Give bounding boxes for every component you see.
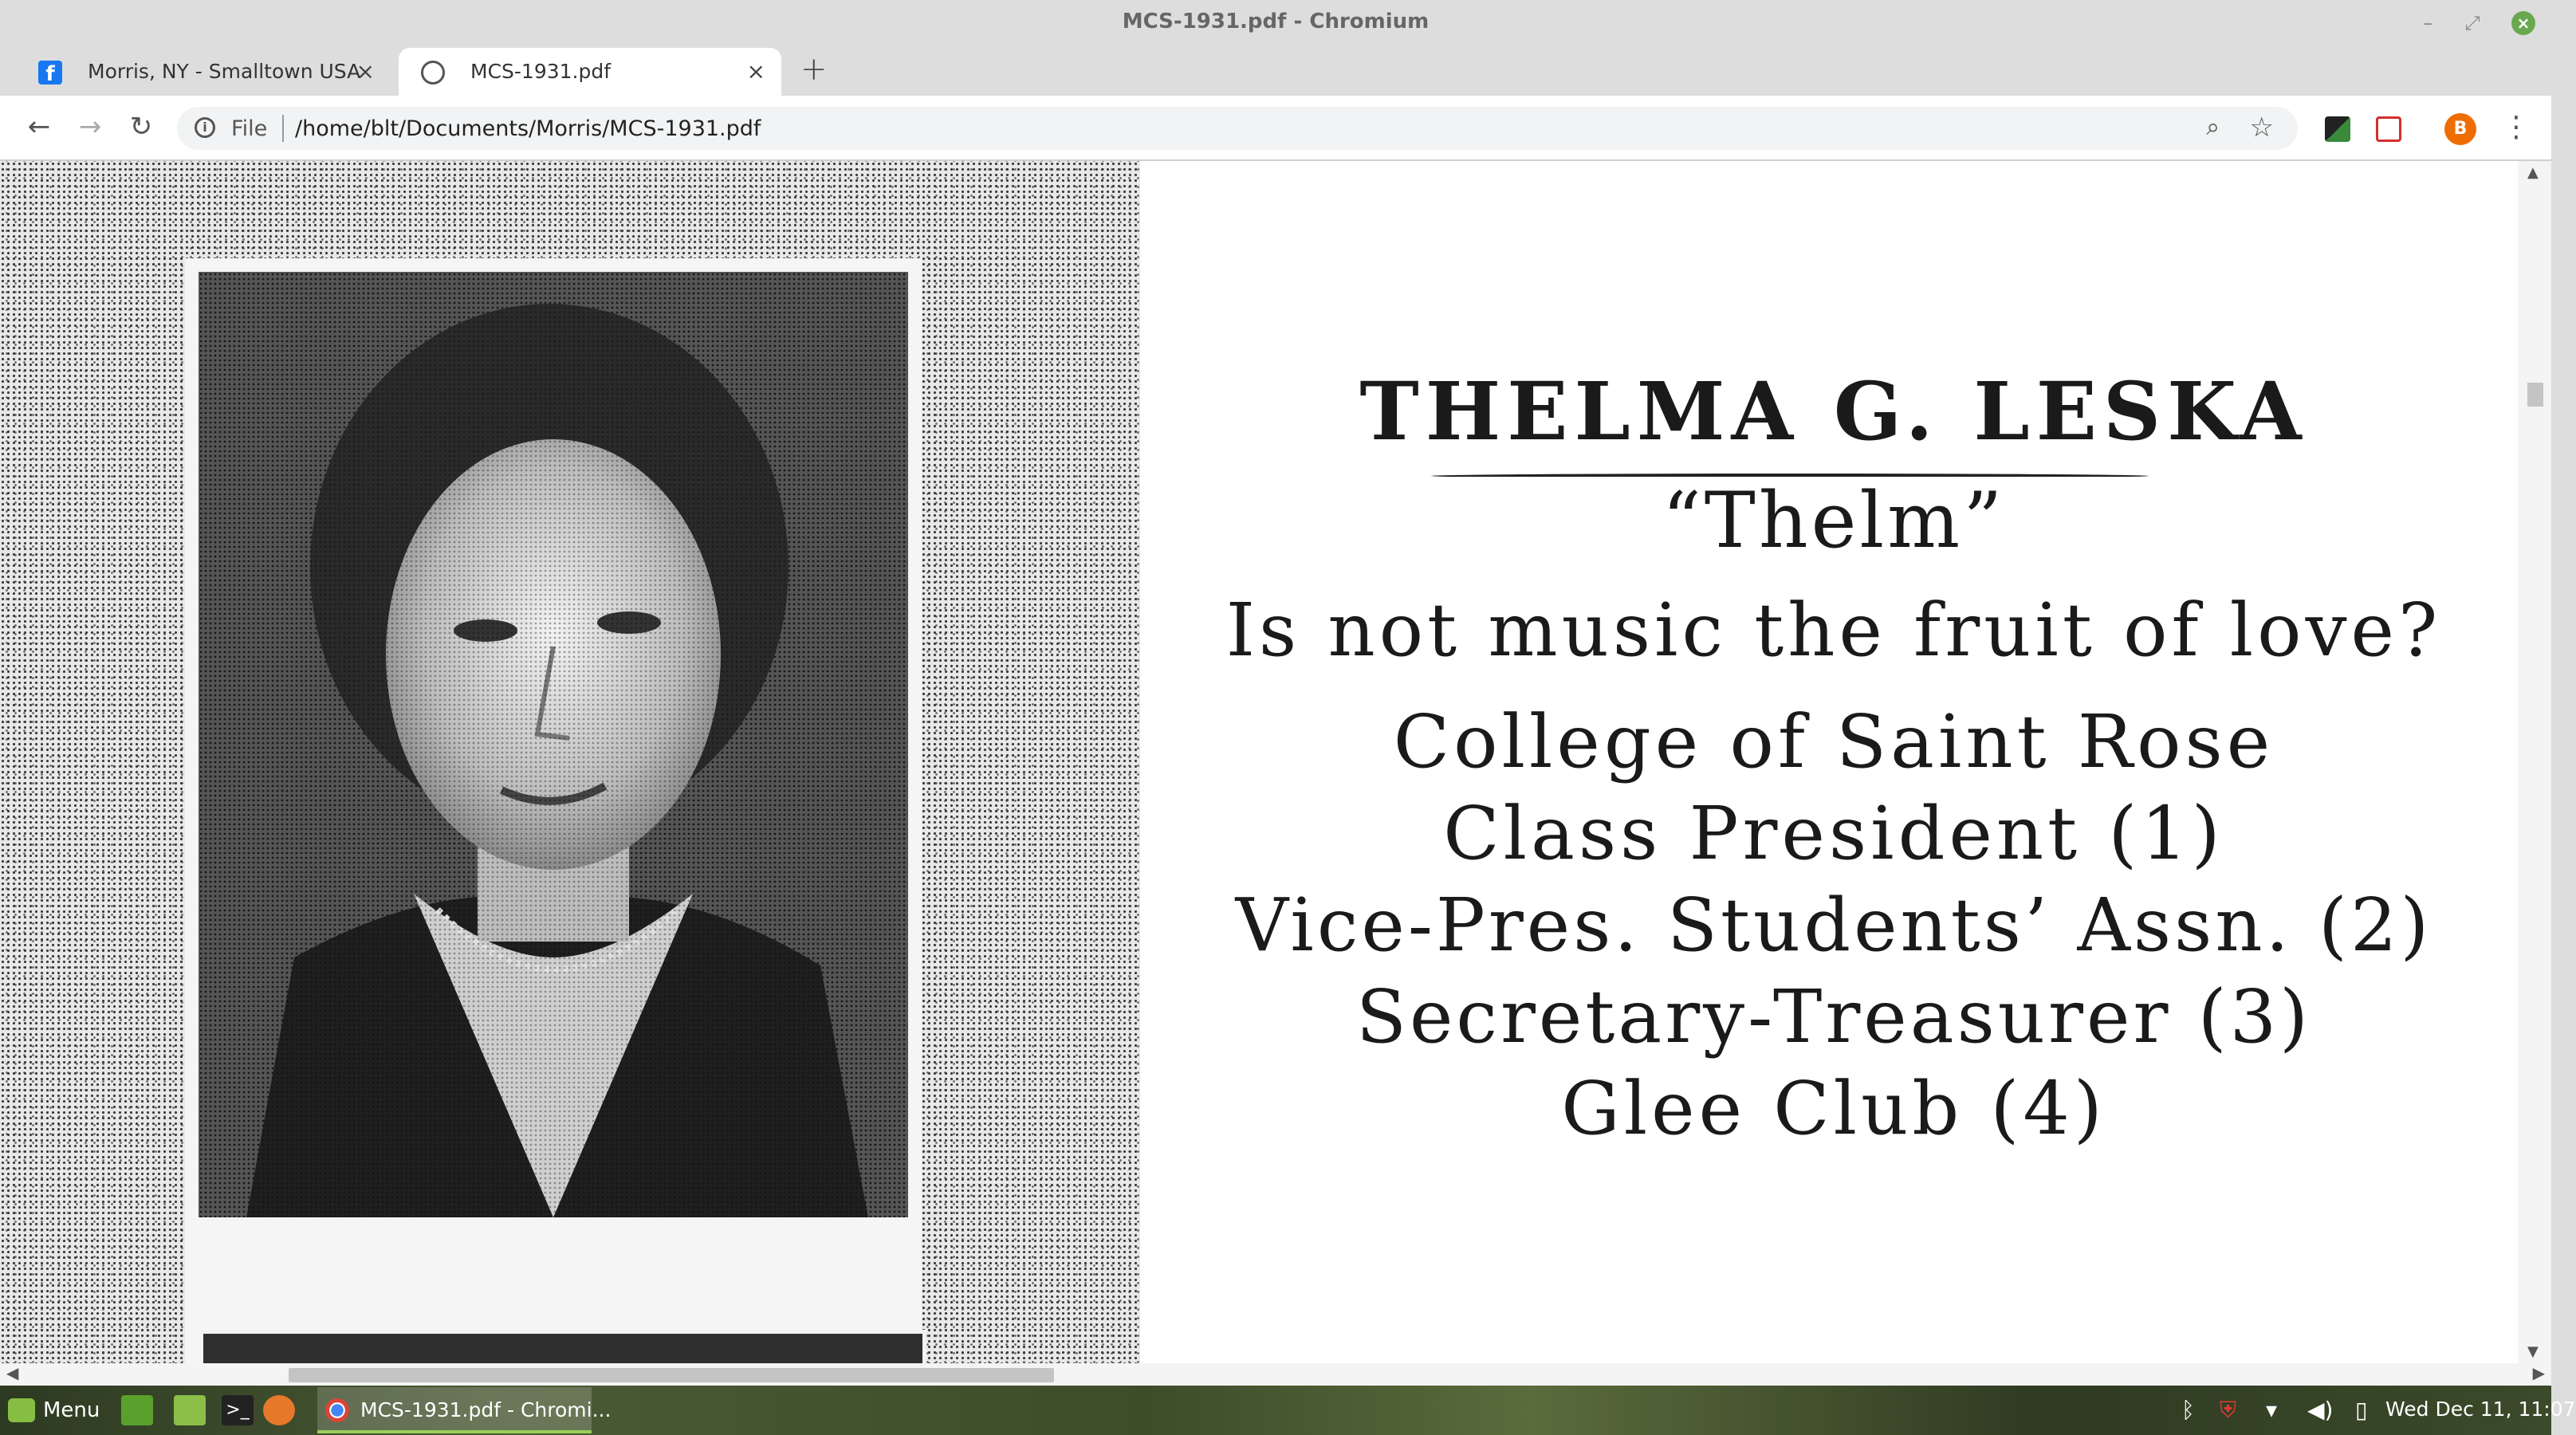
zoom-icon[interactable]: ⌕ <box>2206 113 2220 141</box>
student-motto: Is not music the fruit of love? <box>1225 588 2442 673</box>
new-tab-button[interactable]: + <box>800 51 828 88</box>
url-text[interactable]: /home/blt/Documents/Morris/MCS-1931.pdf <box>295 116 761 141</box>
taskbar-window-label: MCS-1931.pdf - Chromi... <box>360 1398 612 1421</box>
firefox-icon[interactable] <box>263 1395 295 1425</box>
activity-line: Secretary-Treasurer (3) <box>1355 974 2312 1060</box>
horizontal-scrollbar[interactable] <box>0 1363 2551 1386</box>
bluetooth-icon[interactable]: ᛒ <box>2181 1397 2195 1423</box>
taskbar-window-chromium[interactable] <box>317 1387 612 1433</box>
close-window-icon[interactable]: × <box>2511 11 2535 35</box>
clock[interactable]: Wed Dec 11, 11:07 <box>2385 1398 2576 1421</box>
globe-icon <box>421 61 445 85</box>
maximize-icon[interactable]: ⤢ <box>2464 12 2480 34</box>
yearbook-text <box>1148 161 2519 1363</box>
wifi-icon[interactable]: ▾ <box>2266 1397 2278 1423</box>
activity-line: Vice-Pres. Students’ Assn. (2) <box>1235 883 2432 968</box>
divider <box>282 115 284 142</box>
window-title: MCS-1931.pdf - Chromium <box>1122 10 1430 33</box>
scroll-left-arrow-icon[interactable]: ◀ <box>6 1363 19 1382</box>
pdf-viewer <box>0 161 2551 1363</box>
shield-icon[interactable]: ⛨ <box>2220 1397 2237 1423</box>
reload-button[interactable]: ↻ <box>129 111 153 143</box>
tab-label: MCS-1931.pdf <box>470 60 612 83</box>
vertical-scrollbar[interactable] <box>2518 161 2551 1363</box>
tab-morris-facebook[interactable] <box>16 48 391 96</box>
tab-label: Morris, NY - Smalltown USA <box>88 60 361 83</box>
halftone-border-image <box>0 161 1140 1363</box>
tab-strip <box>0 48 2551 96</box>
volume-icon[interactable]: ◀) <box>2307 1397 2334 1423</box>
menu-kebab-icon[interactable]: ⋮ <box>2502 111 2531 144</box>
horizontal-scroll-thumb[interactable] <box>289 1368 1054 1382</box>
bookmark-star-icon[interactable]: ☆ <box>2249 112 2274 144</box>
profile-avatar[interactable]: B <box>2444 113 2476 145</box>
tab-close-icon[interactable]: × <box>356 58 375 85</box>
extension-pdf-icon[interactable] <box>2376 116 2401 142</box>
student-name: THELMA G. LESKA <box>1359 364 2308 458</box>
start-menu-button[interactable] <box>8 1394 100 1427</box>
file-manager-icon[interactable] <box>174 1395 206 1425</box>
activity-line: Glee Club (4) <box>1561 1066 2106 1151</box>
facebook-icon: f <box>38 61 62 85</box>
browser-toolbar <box>0 96 2551 161</box>
scroll-down-arrow-icon[interactable]: ▼ <box>2527 1343 2539 1360</box>
activity-line: Class President (1) <box>1443 791 2224 876</box>
portrait-photo <box>199 272 908 1217</box>
vertical-scroll-thumb[interactable] <box>2527 383 2543 407</box>
linux-mint-logo-icon <box>8 1398 35 1422</box>
tab-close-icon[interactable]: × <box>746 58 765 85</box>
scheme-label: File <box>231 116 268 141</box>
scroll-right-arrow-icon[interactable]: ▶ <box>2532 1363 2545 1382</box>
battery-icon[interactable]: ▯ <box>2355 1397 2368 1423</box>
window-title-bar <box>0 0 2551 48</box>
activity-line: College of Saint Rose <box>1393 699 2275 784</box>
terminal-icon[interactable]: >_ <box>222 1395 254 1425</box>
desktop-taskbar <box>0 1386 2576 1435</box>
show-desktop-icon[interactable] <box>121 1395 153 1425</box>
tab-mcs-1931-pdf[interactable] <box>399 48 781 96</box>
student-nickname: “Thelm” <box>1662 476 2006 565</box>
scroll-up-arrow-icon[interactable]: ▲ <box>2527 164 2539 181</box>
chromium-icon <box>325 1398 349 1422</box>
portrait-frame <box>185 258 922 1381</box>
info-icon[interactable]: i <box>195 117 215 138</box>
extension-checklist-icon[interactable] <box>2325 116 2350 142</box>
address-bar[interactable] <box>177 107 2298 150</box>
forward-button[interactable]: → <box>78 111 102 143</box>
menu-label: Menu <box>43 1398 100 1422</box>
minimize-icon[interactable]: – <box>2423 12 2432 34</box>
back-button[interactable]: ← <box>27 111 51 143</box>
